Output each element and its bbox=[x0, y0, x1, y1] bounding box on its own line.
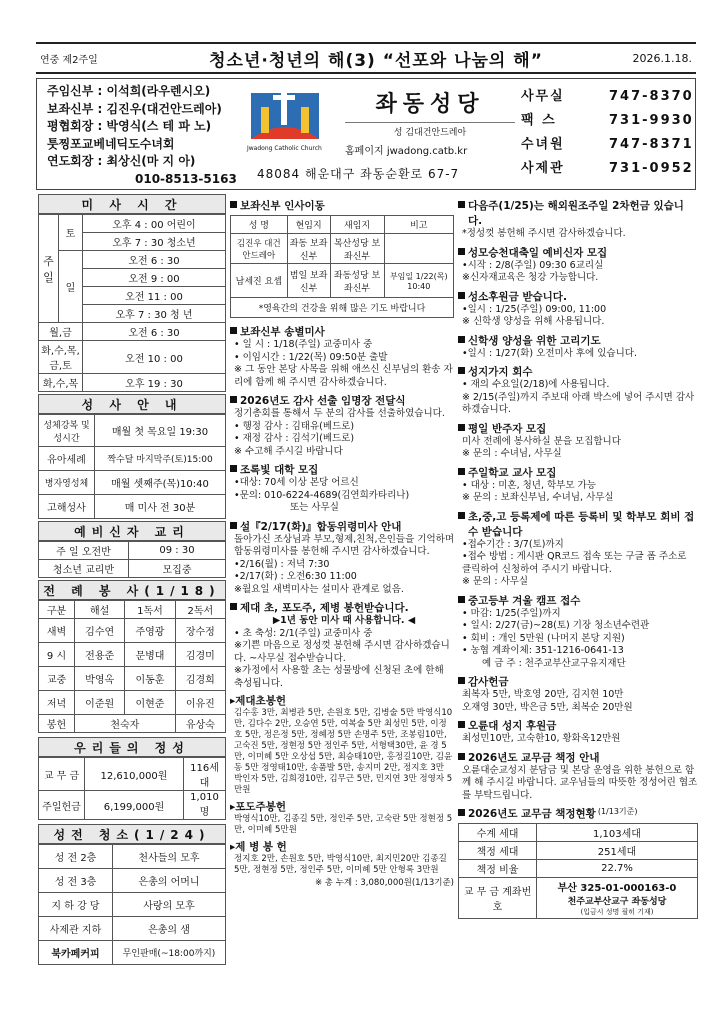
cleaning-table bbox=[38, 844, 226, 965]
day-label: 일 bbox=[59, 251, 83, 323]
clergy-line: 주임신부 : 이석희(라우렌시오) bbox=[47, 84, 211, 98]
phone-row bbox=[521, 133, 694, 157]
account-label: 교 무 금 계좌번호 bbox=[459, 878, 537, 919]
notice-line: •2/17(화) : 오전6:30 11:00 bbox=[234, 571, 357, 582]
cell: 천숙자 bbox=[75, 715, 176, 733]
donation-list: 정지호 2만, 손원호 5만, 박영식10만, 최지민20만 김종길 5만, 정현정 5만, 정인주 5만, 이미혜 5만 안형록 3만원 bbox=[234, 854, 447, 875]
notice-title: 오륜대 성지 후원금 bbox=[468, 720, 557, 732]
cell: 저녁 bbox=[39, 691, 75, 715]
pledge-value: 22.7% bbox=[537, 860, 698, 878]
notice-body bbox=[458, 304, 698, 329]
weekday-label: 화,수,목 bbox=[39, 374, 83, 392]
notice-line: •대상: 70세 이상 본당 어르신 bbox=[234, 477, 359, 488]
notice-title: 평일 반주자 모집 bbox=[468, 422, 547, 435]
notice-line: 최성민10만, 고숙한10, 황화옥12만원 bbox=[462, 733, 621, 744]
phone-label: 팩 스 bbox=[521, 113, 557, 128]
notice-body bbox=[458, 228, 698, 241]
cell: 문병대 bbox=[125, 643, 175, 667]
church-homepage[interactable]: 홈페이지 jwadong.catb.kr bbox=[345, 146, 468, 157]
notice-title: 성모승천대축일 예비신자 모집 bbox=[468, 246, 608, 259]
notice-title: 중고등부 겨울 캠프 접수 bbox=[468, 594, 581, 607]
cleaning-area: 북카페커피 bbox=[39, 941, 113, 965]
cell: 박영옥 bbox=[75, 667, 125, 691]
notice-line: • 이임시간 : 1/22(목) 09:50분 출발 bbox=[234, 351, 388, 363]
notice-line: • 농협 계좌이체: 351-1216-0641-13 bbox=[462, 645, 624, 656]
top-bar bbox=[36, 42, 696, 74]
mass-time: 오후 7 : 30 청소년 bbox=[83, 233, 226, 251]
phone-number: 747-8370 bbox=[609, 89, 694, 104]
cleaning-group: 은총의 어머니 bbox=[113, 869, 226, 893]
notice-body bbox=[230, 339, 454, 389]
cleaning-group: 무인판매(~18:00까지) bbox=[113, 941, 226, 965]
notice-body bbox=[230, 534, 454, 597]
class-time: 09 : 30 bbox=[129, 542, 226, 560]
notice-heading bbox=[458, 465, 698, 480]
cell: 이준원 bbox=[75, 691, 125, 715]
pledge-label: 수계 세대 bbox=[459, 824, 537, 842]
notice-heading bbox=[230, 462, 454, 477]
sacrament-time: 매월 셋째주(목)10:40 bbox=[95, 471, 226, 495]
offering-count: 116세대 bbox=[184, 758, 226, 791]
bullet-icon bbox=[230, 396, 237, 403]
clergy-line: 010-8513-5163 bbox=[135, 171, 237, 186]
notice-title: 보좌신부 인사이동 bbox=[240, 200, 325, 212]
notice-line: ※기쁜 마음으로 정성껏 봉헌해 주시면 감사하겠습니다. ~사무실 접수받습니다. bbox=[234, 640, 450, 664]
notice-heading bbox=[230, 519, 454, 534]
col-head: 1독서 bbox=[125, 601, 175, 619]
clergy-line: 툿찡포교베네딕도수녀회 bbox=[47, 136, 175, 151]
notice-line: 예 금 주 : 천주교부산교구유지재단 bbox=[482, 657, 626, 669]
mass-time: 오전 6 : 30 bbox=[83, 323, 226, 341]
notice-line: 오재영 30만, 박은금 5만, 최복순 20만원 bbox=[462, 701, 633, 713]
pledge-label: 책정 비율 bbox=[459, 860, 537, 878]
clergy-line: 평협회장 : 박영식(스 테 파 노) bbox=[47, 119, 212, 133]
notice-line: ※ 문의 : 사무실 bbox=[462, 576, 529, 587]
cell: 봉헌 bbox=[39, 715, 75, 733]
sacrament-name: 성체강복 및 성시간 bbox=[39, 415, 95, 447]
pledge-label: 책정 세대 bbox=[459, 842, 537, 860]
notice-subtitle: (1/13기준) bbox=[597, 807, 638, 816]
bullet-icon bbox=[230, 522, 237, 529]
notice-line: ※ 수고해 주시길 바랍니다 bbox=[234, 445, 343, 457]
catechumen-title: 예비신자 교리 bbox=[38, 521, 226, 541]
notice-line: ※ 2/15(주일)까지 주보대 아래 박스에 넣어 주시면 감사하겠습니다. bbox=[462, 391, 695, 415]
col-head: 현임지 bbox=[287, 216, 330, 234]
bullet-icon bbox=[458, 721, 465, 728]
transfer-table bbox=[230, 215, 454, 318]
donation-total: ※ 총 누계 : 3,080,000원(1/13기준) bbox=[314, 878, 454, 888]
liturgy-title: 전 례 봉 사(1/18) bbox=[38, 580, 226, 600]
cell: 이현준 bbox=[125, 691, 175, 715]
notice-line: •접수기간 : 3/7(토)까지 bbox=[462, 538, 564, 550]
church-name-block bbox=[345, 87, 515, 157]
right-column bbox=[458, 194, 698, 919]
notice-body bbox=[458, 733, 698, 746]
bullet-icon bbox=[458, 753, 465, 760]
mass-times-title: 미 사 시 간 bbox=[38, 194, 226, 214]
class-name: 주 일 오전반 bbox=[39, 542, 129, 560]
cleaning-area: 성 전 2층 bbox=[39, 845, 113, 869]
pledge-value: 251세대 bbox=[537, 842, 698, 860]
notice-line: • 대상 : 미혼, 청년, 학부모 가능 bbox=[462, 479, 596, 491]
church-patron: 성 김대건안드레아 bbox=[345, 122, 515, 138]
transfer-note: *영육간의 건강을 위해 많은 기도 바랍니다 bbox=[231, 298, 454, 318]
header-box bbox=[36, 78, 696, 190]
clergy-line: 연도회장 : 최상신(마 지 아) bbox=[47, 154, 196, 168]
mass-time: 오전 11 : 00 bbox=[83, 287, 226, 305]
cell: 복산성당 보좌신부 bbox=[330, 234, 384, 264]
phone-number: 731-9930 bbox=[609, 113, 694, 128]
notice-heading bbox=[458, 509, 698, 539]
cell: 이유진 bbox=[175, 691, 225, 715]
notice-line: 오륜대순교성지 분담금 및 본당 운영을 위한 봉헌으로 함께 해 주시길 바랍니다. 교우님들의 따뜻한 정성어린 협조를 부탁드립니다. bbox=[462, 764, 698, 801]
middle-column bbox=[230, 194, 454, 889]
bullet-icon bbox=[458, 201, 465, 208]
sacrament-title: 성 사 안 내 bbox=[38, 394, 226, 414]
notice-heading bbox=[458, 593, 698, 608]
notice-body bbox=[230, 615, 454, 690]
offering-count: 1,010 명 bbox=[184, 791, 226, 820]
notice-line: ※ 문의 : 보좌신부님, 수녀님, 사무실 bbox=[462, 492, 614, 503]
cell: 좌동성당 보좌신부 bbox=[330, 264, 384, 298]
notice-line: •일시 : 1/27(화) 오전미사 후에 있습니다. bbox=[462, 347, 637, 359]
donation-list: 박영식10만, 김종길 5만, 정인주 5만, 고숙란 5만 정현정 5만, 이미혜 5만원 bbox=[234, 814, 453, 835]
notice-heading bbox=[458, 245, 698, 260]
notice-heading bbox=[458, 289, 698, 304]
sacrament-table bbox=[38, 414, 226, 519]
notice-heading bbox=[458, 674, 698, 689]
notice-title: 성소후원금 받습니다. bbox=[468, 290, 567, 303]
class-time: 모집중 bbox=[129, 560, 226, 578]
col-head: 해설 bbox=[75, 601, 125, 619]
church-logo bbox=[245, 85, 325, 159]
notice-body bbox=[458, 608, 698, 671]
church-address: 48084 해운대구 좌동순환로 67-7 bbox=[257, 167, 460, 181]
offering-table bbox=[38, 757, 226, 820]
clergy-line: 보좌신부 : 김진우(대건안드레아) bbox=[47, 101, 222, 116]
notice-title: 2026년도 감사 선출 임명장 전달식 bbox=[240, 395, 406, 407]
notice-line: *정성껏 봉헌해 주시면 감사하겠습니다. bbox=[462, 228, 626, 239]
phone-list bbox=[521, 85, 694, 181]
notice-line: • 재의 수요일(2/18)에 사용됩니다. bbox=[462, 379, 610, 390]
cell: 김경미 bbox=[175, 643, 225, 667]
cell: 김진우 대건안드레아 bbox=[231, 234, 288, 264]
sacrament-name: 유아세례 bbox=[39, 447, 95, 471]
col-head: 비고 bbox=[384, 216, 453, 234]
sat-label: 토 bbox=[59, 215, 83, 251]
cell: 유상숙 bbox=[175, 715, 225, 733]
notice-title: 2026년도 교무금 책정현황 bbox=[468, 808, 596, 820]
bullet-icon bbox=[230, 201, 237, 208]
cleaning-group: 천사들의 모후 bbox=[113, 845, 226, 869]
notice-line: 또는 사무실 bbox=[290, 502, 339, 513]
donation-list: 김수홍 3만, 최병관 5만, 손원호 5만, 김병술 5만 박영식10만, 김다수 2만, 오승연 5만, 여복술 5만 최성민 5만, 이정호 5만, 정은정 5만, 정혜정 5만 손명주 5만, 조봉림10만, 고숙진 5만, 정현정 5만 정인주 5만, 서형택30만, 윤 경 5만, 이미혜 5만 오상섭 5만, 최승태10만, 홍정길10만, 김윤동 5만 정영태10만, 송품발 5만, 송지미 2만, 정지호 3만 박인자 5만, 김희경10만, 김무근 5만, 민지연 3만 정영자 5만원 bbox=[234, 708, 453, 795]
offering-name: 주일헌금 bbox=[39, 791, 85, 820]
cleaning-group: 은총의 샘 bbox=[113, 917, 226, 941]
notice-line: • 행정 감사 : 김태유(베드로) bbox=[234, 420, 355, 432]
notice-title: 성지가지 회수 bbox=[468, 366, 533, 378]
account-info bbox=[537, 878, 698, 919]
notice-title: 제대 초, 포도주, 제병 봉헌받습니다. bbox=[240, 602, 409, 614]
notice-title: 2026년도 교무금 책정 안내 bbox=[468, 751, 600, 764]
notice-title: 주일학교 교사 모집 bbox=[468, 466, 557, 479]
mass-time: 오전 10 : 00 bbox=[83, 341, 226, 374]
mass-times-table bbox=[38, 214, 226, 392]
bullet-icon bbox=[458, 292, 465, 299]
cell: 새벽 bbox=[39, 619, 75, 643]
notice-body bbox=[458, 379, 698, 417]
cell: 9 시 bbox=[39, 643, 75, 667]
cell: 좌동 보좌신부 bbox=[287, 234, 330, 264]
notice-heading bbox=[458, 364, 698, 379]
donation-heading: ▸제 병 봉 헌 bbox=[230, 841, 287, 853]
phone-row bbox=[521, 109, 694, 133]
notice-heading bbox=[230, 393, 454, 408]
notice-line: ※신자재교육은 청강 가능합니다. bbox=[462, 272, 599, 283]
notice-heading bbox=[458, 333, 698, 348]
cleaning-title: 성전 청소(1/24) bbox=[38, 824, 226, 844]
bullet-icon bbox=[230, 327, 237, 334]
col-head: 성 명 bbox=[231, 216, 288, 234]
bulletin-title: 청소년·청년의 해(3) “선포와 나눔의 해” bbox=[209, 50, 543, 71]
notice-line: • 일 시 : 1/18(주일) 교중미사 중 bbox=[234, 339, 373, 350]
offering-amount: 12,610,000원 bbox=[85, 758, 184, 791]
sacrament-time: 짝수달 마지막주(토)15:00 bbox=[95, 447, 226, 471]
col-head: 구분 bbox=[39, 601, 75, 619]
notice-subtitle: ▶1년 동안 미사 때 사용합니다. ◀ bbox=[272, 615, 416, 626]
cleaning-area: 지 하 강 당 bbox=[39, 893, 113, 917]
sacrament-name: 고해성사 bbox=[39, 495, 95, 519]
weekday-label: 화,수,목,금,토 bbox=[39, 341, 83, 374]
bullet-icon bbox=[458, 468, 465, 475]
notice-heading bbox=[458, 718, 698, 733]
notice-line: • 마감: 1/25(주일)까지 bbox=[462, 607, 561, 619]
cell: 남세진 요셉 bbox=[231, 264, 288, 298]
cell: 주영광 bbox=[125, 619, 175, 643]
notice-body bbox=[458, 539, 698, 589]
mass-time: 오후 4 : 00 어린이 bbox=[83, 215, 226, 233]
notice-title: 조록빛 대학 모집 bbox=[240, 464, 319, 476]
notice-line: •접수 방법 : 게시판 QR코드 접속 또는 구글 폼 주소로 클릭하여 신청하여 주시기 바랍니다. bbox=[462, 551, 687, 575]
class-name: 청소년 교리반 bbox=[39, 560, 129, 578]
notice-body bbox=[458, 765, 698, 803]
notice-line: • 재정 감사 : 김석기(베드로) bbox=[234, 433, 355, 444]
sunday-label: 주일 bbox=[39, 215, 59, 323]
sacrament-time: 매월 첫 목요일 19:30 bbox=[95, 415, 226, 447]
bullet-icon bbox=[458, 367, 465, 374]
account-note: (입금시 성명 필히 기재) bbox=[580, 908, 654, 916]
bullet-icon bbox=[458, 512, 465, 519]
cell: 장수정 bbox=[175, 619, 225, 643]
phone-number: 731-0952 bbox=[609, 161, 694, 176]
notice-line: • 초 축성: 2/1(주일) 교중미사 중 bbox=[234, 627, 373, 639]
cell: 김수연 bbox=[75, 619, 125, 643]
notice-line: •일시 : 1/25(주일) 09:00, 11:00 bbox=[462, 303, 607, 315]
notice-line: ※월요일 새벽미사는 설미사 관계로 없음. bbox=[234, 583, 404, 595]
phone-number: 747-8371 bbox=[609, 137, 694, 152]
notice-title: 초,중,고 등록제에 따른 등록비 및 학부모 회비 접수 받습니다 bbox=[468, 510, 695, 538]
notice-line: ※ 문의 : 수녀님, 사무실 bbox=[462, 448, 562, 459]
cell: 교중 bbox=[39, 667, 75, 691]
notice-line: •시작 : 2/8(주일) 09:30 6교리실 bbox=[462, 259, 604, 271]
notice-line: •문의: 010-6224-4689(김연희카타리나) bbox=[234, 489, 410, 501]
liturgy-table bbox=[38, 600, 226, 733]
notice-line: 미사 전례에 봉사하실 분을 모집합니다 bbox=[462, 435, 621, 447]
offering-name: 교 무 금 bbox=[39, 758, 85, 791]
notice-title: 설『2/17(화)』합동위령미사 안내 bbox=[240, 520, 402, 533]
donation-heading: ▸포도주봉헌 bbox=[230, 801, 286, 813]
bullet-icon bbox=[458, 336, 465, 343]
donation-heading: ▸제대초봉헌 bbox=[230, 695, 286, 707]
cleaning-group: 사랑의 모후 bbox=[113, 893, 226, 917]
notice-heading bbox=[458, 421, 698, 436]
notice-body bbox=[458, 480, 698, 505]
bullet-icon bbox=[458, 677, 465, 684]
mass-time: 오전 6 : 30 bbox=[83, 251, 226, 269]
cell: 부임일 1/22(목) 10:40 bbox=[384, 264, 453, 298]
sacrament-time: 매 미사 전 30분 bbox=[95, 495, 226, 519]
cleaning-area: 성 전 3층 bbox=[39, 869, 113, 893]
notice-heading bbox=[458, 750, 698, 765]
notice-line: • 일시: 2/27(금)~28(토) 기장 청소년수련관 bbox=[462, 620, 650, 631]
bullet-icon bbox=[458, 424, 465, 431]
notice-heading bbox=[230, 198, 454, 213]
week-label: 연중 제2주일 bbox=[40, 54, 98, 66]
sacrament-name: 병자영성체 bbox=[39, 471, 95, 495]
phone-label: 수녀원 bbox=[521, 137, 565, 152]
bullet-icon bbox=[230, 603, 237, 610]
notice-heading bbox=[458, 198, 698, 228]
notice-line: • 회비 : 개인 5만원 (나머지 본당 지원) bbox=[462, 632, 625, 644]
bullet-icon bbox=[458, 596, 465, 603]
cell: 김경희 bbox=[175, 667, 225, 691]
notice-body bbox=[458, 436, 698, 461]
notice-heading bbox=[230, 324, 454, 339]
notice-line: •2/16(월) : 저녁 7:30 bbox=[234, 558, 330, 570]
bullet-icon bbox=[230, 465, 237, 472]
notice-body bbox=[458, 260, 698, 285]
mass-time: 오후 19 : 30 bbox=[83, 374, 226, 392]
cell bbox=[384, 234, 453, 264]
account-holder: 천주교부산교구 좌동성당 bbox=[567, 897, 667, 907]
notice-line: 돌아가신 조상님과 부모,형제,친척,은인들을 기억하며 합동위령미사를 봉헌해 주시면 감사하겠습니다. bbox=[234, 533, 455, 557]
notice-line: ※가정에서 사용할 초는 성물방에 신청된 초에 한해 축성됩니다. bbox=[234, 665, 444, 689]
notice-body bbox=[230, 477, 454, 515]
cell: 범일 보좌신부 bbox=[287, 264, 330, 298]
notice-body bbox=[458, 689, 698, 714]
phone-label: 사무실 bbox=[521, 89, 565, 104]
catechumen-table bbox=[38, 541, 226, 578]
pledge-table bbox=[458, 823, 698, 919]
bullet-icon bbox=[458, 809, 465, 816]
notice-body bbox=[230, 408, 454, 458]
phone-label: 사제관 bbox=[521, 161, 565, 176]
notice-title: 신학생 양성을 위한 고리기도 bbox=[468, 334, 601, 347]
cleaning-area: 사제관 지하 bbox=[39, 917, 113, 941]
bulletin-date: 2026.1.18. bbox=[632, 51, 692, 65]
phone-row bbox=[521, 157, 694, 181]
bullet-icon bbox=[458, 248, 465, 255]
notice-title: 다음주(1/25)는 해외원조주일 2차헌금 있습니다. bbox=[468, 200, 684, 227]
mass-time: 오후 7 : 30 청 년 bbox=[83, 305, 226, 323]
notice-line: ※ 신학생 양성을 위해 사용됩니다. bbox=[462, 316, 605, 327]
notice-line: 최복자 5만, 박호영 20만, 김지현 10만 bbox=[462, 689, 624, 700]
account-number: 부산 325-01-000163-0 bbox=[557, 883, 677, 894]
notice-line: ※ 그 동안 본당 사목을 위해 애쓰신 신부님의 환송 자리에 함께 해 주시면 감사하겠습니다. bbox=[234, 364, 453, 388]
clergy-list bbox=[47, 83, 237, 188]
notice-line: 정기총회를 통해서 두 분의 감사를 선출하였습니다. bbox=[234, 408, 445, 419]
notice-title: 보좌신부 송별미사 bbox=[240, 326, 325, 338]
phone-row bbox=[521, 85, 694, 109]
mass-time: 오전 9 : 00 bbox=[83, 269, 226, 287]
church-name: 좌동성당 bbox=[375, 92, 485, 117]
col-head: 새임지 bbox=[330, 216, 384, 234]
notice-heading bbox=[230, 600, 454, 615]
notice-heading bbox=[458, 806, 698, 821]
logo-caption: Jwadong Catholic Church bbox=[247, 145, 322, 152]
pledge-value: 1,103세대 bbox=[537, 824, 698, 842]
weekday-label: 월,금 bbox=[39, 323, 83, 341]
offering-amount: 6,199,000원 bbox=[85, 791, 184, 820]
offering-title: 우리들의 정성 bbox=[38, 737, 226, 757]
notice-title: 감사헌금 bbox=[468, 676, 509, 688]
cell: 전용준 bbox=[75, 643, 125, 667]
left-column bbox=[38, 194, 226, 965]
notice-body bbox=[458, 348, 698, 361]
cell: 이동훈 bbox=[125, 667, 175, 691]
col-head: 2독서 bbox=[175, 601, 225, 619]
